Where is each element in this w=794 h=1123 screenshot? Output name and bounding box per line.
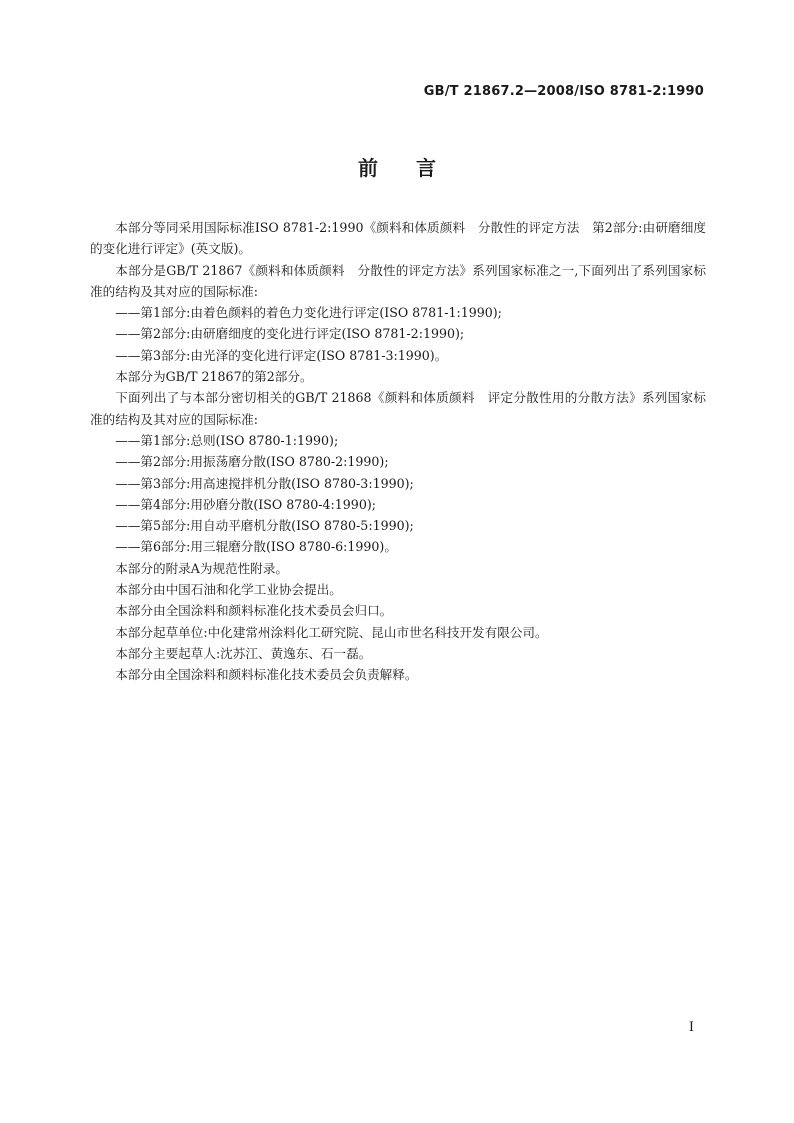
paragraph-committee: 本部分由全国涂料和颜料标准化技术委员会归口。 [115,603,393,619]
paragraph-adoption: 本部分等同采用国际标准ISO 8781-2:1990《颜料和体质颜料 分散性的评定方法 第2部分:由研磨细度的变化进行评定》(英文版)。 [90,220,706,257]
standard-code-header: GB/T 21867.2—2008/ISO 8781-2:1990 [423,84,704,99]
paragraph-drafters: 本部分主要起草人:沈苏江、黄逸东、石一磊。 [115,645,372,661]
paragraph-drafting-units: 本部分起草单位:中化建常州涂料化工研究院、昆山市世名科技开发有限公司。 [115,624,548,640]
foreword-body [90,217,706,686]
list-item-related-part5: ——第5部分:用自动平磨机分散(ISO 8780-5:1990); [115,518,414,534]
list-item-related-part3: ——第3部分:用高速搅拌机分散(ISO 8780-3:1990); [115,475,414,491]
page-number: I [688,1020,694,1035]
paragraph-annex: 本部分的附录A为规范性附录。 [115,560,289,576]
list-item-related-part2: ——第2部分:用振荡磨分散(ISO 8780-2:1990); [115,454,389,470]
paragraph-series-intro: 本部分是GB/T 21867《颜料和体质颜料 分散性的评定方法》系列国家标准之一,下面列出了系列国家标准的结构及其对应的国际标准: [90,262,706,299]
paragraph-related-series: 下面列出了与本部分密切相关的GB/T 21868《颜料和体质颜料 评定分散性用的分散方法》系列国家标准的结构及其对应的国际标准: [90,390,706,427]
list-item-part2: ——第2部分:由研磨细度的变化进行评定(ISO 8781-2:1990); [115,326,465,342]
list-item-related-part1: ——第1部分:总则(ISO 8780-1:1990); [115,432,339,448]
paragraph-interpretation: 本部分由全国涂料和颜料标准化技术委员会负责解释。 [115,667,418,683]
page-title: 前言 [358,156,474,180]
list-item-related-part4: ——第4部分:用砂磨分散(ISO 8780-4:1990); [115,496,376,512]
paragraph-part-note: 本部分为GB/T 21867的第2部分。 [115,369,313,385]
list-item-part1: ——第1部分:由着色颜料的着色力变化进行评定(ISO 8781-1:1990); [115,305,502,321]
paragraph-proposer: 本部分由中国石油和化学工业协会提出。 [115,582,342,598]
list-item-part3: ——第3部分:由光泽的变化进行评定(ISO 8781-3:1990)。 [115,347,448,363]
list-item-related-part6: ——第6部分:用三辊磨分散(ISO 8780-6:1990)。 [115,539,397,555]
